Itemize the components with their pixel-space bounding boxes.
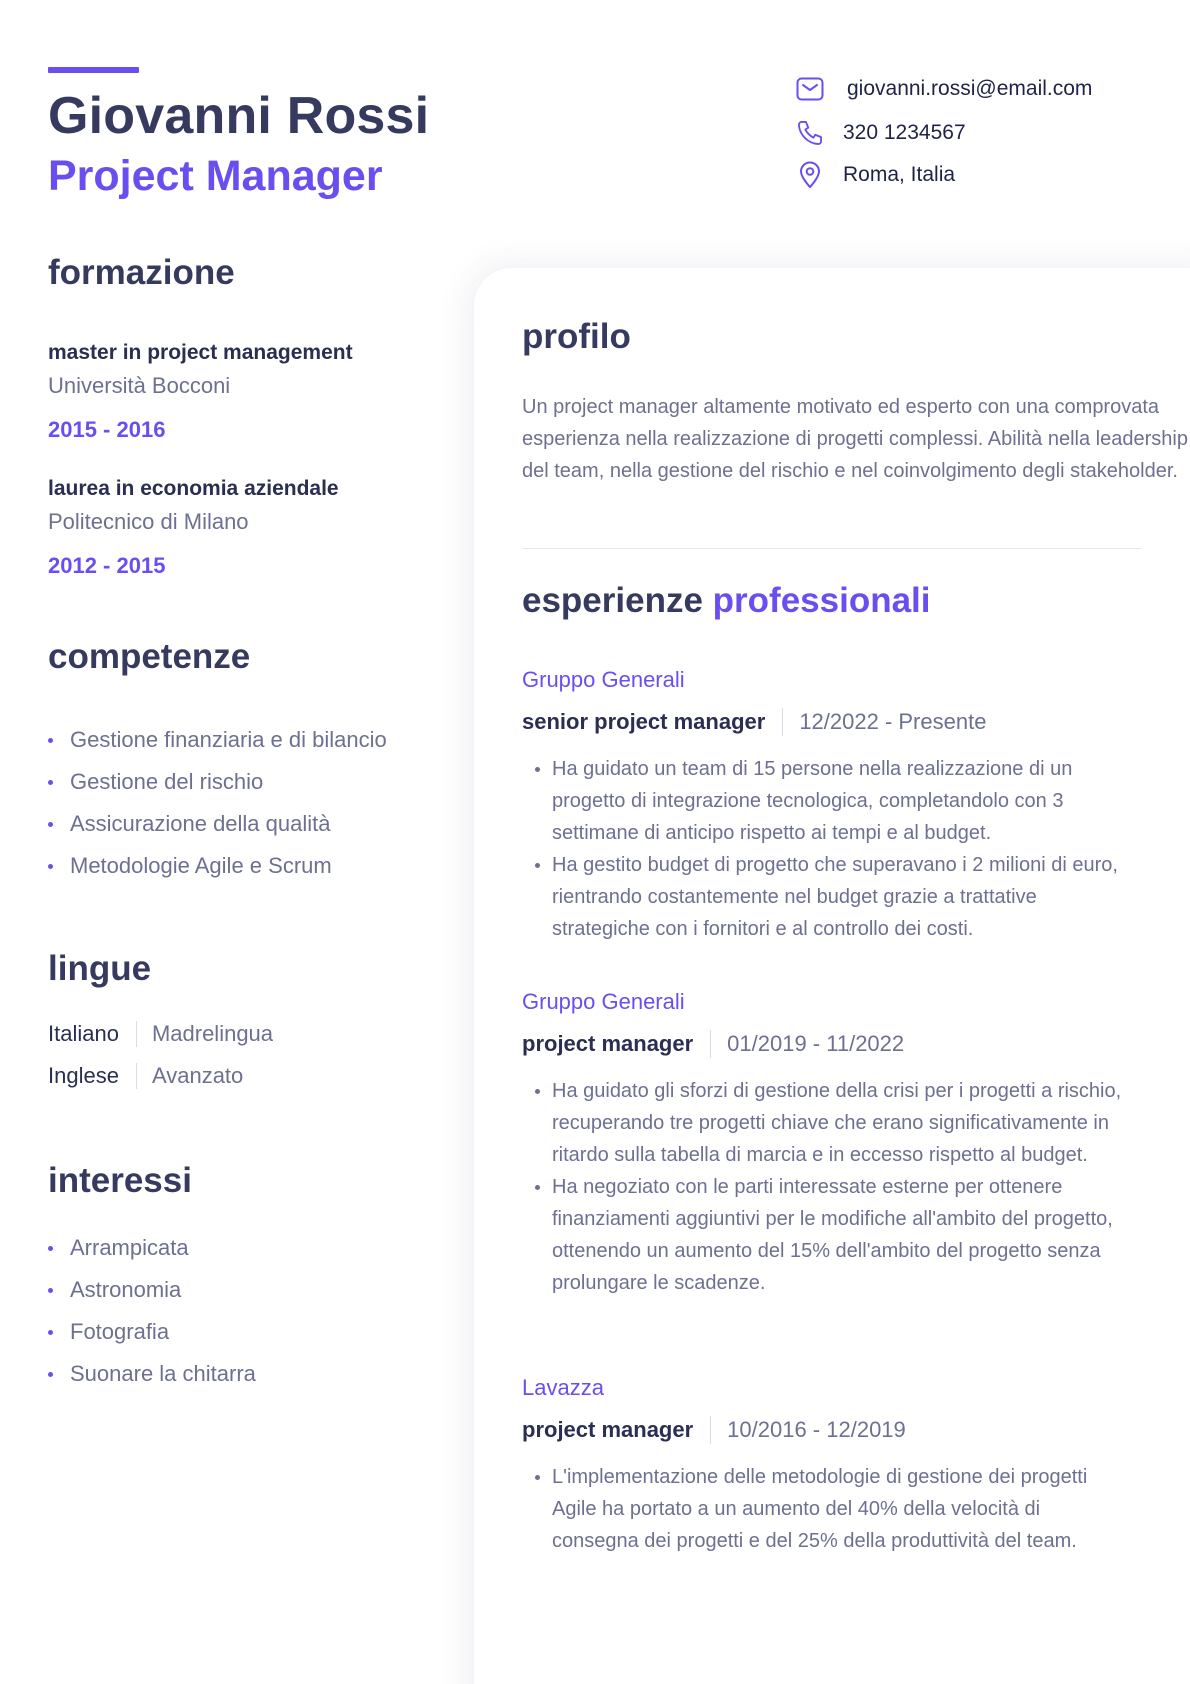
section-title-formazione: formazione [48,253,235,292]
role-row [522,708,986,736]
list-item: Ha guidato gli sforzi di gestione della crisi per i progetti a rischio, recuperando tre progetti chiave che erano significativamente in ritardo sulla tabella di marcia e in eccesso rispetto al budget. [522,1075,1132,1171]
language-row [48,1021,273,1047]
list-item: Suonare la chitarra [48,1353,256,1395]
skills-list [48,719,387,887]
list-item: Gestione del rischio [48,761,387,803]
language-row [48,1063,243,1089]
section-title-interessi: interessi [48,1161,192,1200]
role-row [522,1030,904,1058]
separator [136,1063,137,1089]
list-item: Arrampicata [48,1227,256,1269]
school-1: Università Bocconi [48,373,231,398]
role-title: senior project manager [522,709,766,734]
list-item: Ha guidato un team di 15 persone nella realizzazione di un progetto di integrazione tecnologica, completandolo con 3 settimane di anticipo rispetto ai tempi e al budget. [522,753,1132,849]
section-title-competenze: competenze [48,637,251,676]
contact-phone[interactable] [795,116,966,150]
contact-location [795,158,955,192]
title-highlight: professionali [712,581,931,620]
list-item: Gestione finanziaria e di bilancio [48,719,387,761]
section-title-esperienze [522,581,931,621]
company-name: Lavazza [522,1375,604,1400]
language-level: Avanzato [151,1063,244,1088]
location-pin-icon [795,160,825,190]
list-item: L'implementazione delle metodologie di gestione dei progetti Agile ha portato a un aumento del 40% della velocità di consegna dei progetti e del 25% della produttività del team. [522,1461,1132,1557]
company-name: Gruppo Generali [522,989,685,1014]
divider [522,548,1142,549]
location-text: Roma, Italia [843,163,956,186]
role-dates: 12/2022 - Presente [799,709,987,734]
language-name: Italiano [48,1021,119,1046]
language-name: Inglese [48,1063,119,1088]
list-item: Astronomia [48,1269,256,1311]
separator [710,1416,711,1444]
role-row [522,1416,906,1444]
contact-email[interactable] [795,72,1092,106]
years-2: 2012 - 2015 [48,553,166,578]
role-title: project manager [522,1417,694,1442]
role-title: project manager [522,1031,694,1056]
list-item: Ha negoziato con le parti interessate esterne per ottenere finanziamenti aggiuntivi per le modifiche all'ambito del progetto, ottenendo un aumento del 15% dell'ambito del progetto senza prolungare le scadenze. [522,1171,1132,1299]
list-item: Ha gestito budget di progetto che superavano i 2 milioni di euro, rientrando costantemente nel budget grazie a trattative strategiche con i fornitori e al controllo dei costi. [522,849,1132,945]
interests-list [48,1227,256,1395]
experience-bullets [522,1075,1132,1299]
experience-bullets [522,1461,1132,1557]
section-title-profilo: profilo [522,317,631,356]
phone-text: 320 1234567 [843,121,966,144]
list-item: Assicurazione della qualità [48,803,387,845]
candidate-name: Giovanni Rossi [48,87,430,145]
list-item: Metodologie Agile e Scrum [48,845,387,887]
separator [136,1021,137,1047]
company-name: Gruppo Generali [522,667,685,692]
years-1: 2015 - 2016 [48,417,166,442]
mail-icon [795,74,825,104]
job-title: Project Manager [48,152,383,200]
language-level: Madrelingua [151,1021,274,1046]
experience-bullets [522,753,1132,945]
degree-1: master in project management [48,341,353,364]
phone-icon [795,118,825,148]
role-dates: 10/2016 - 12/2019 [727,1417,906,1442]
separator [710,1030,711,1058]
section-title-lingue: lingue [48,949,152,988]
profile-text: Un project manager altamente motivato ed esperto con una comprovata esperienza nella realizzazione di progetti complessi. Abilità nella leadership del team, nella gestione del rischio e nel coinvolgimento degli stakeholder. [522,396,1188,482]
list-item: Fotografia [48,1311,256,1353]
role-dates: 01/2019 - 11/2022 [727,1031,905,1056]
title-part: esperienze [522,581,703,620]
separator [782,708,783,736]
email-text: giovanni.rossi@email.com [847,77,1093,100]
school-2: Politecnico di Milano [48,509,249,534]
degree-2: laurea in economia aziendale [48,477,339,500]
accent-bar [48,67,139,73]
